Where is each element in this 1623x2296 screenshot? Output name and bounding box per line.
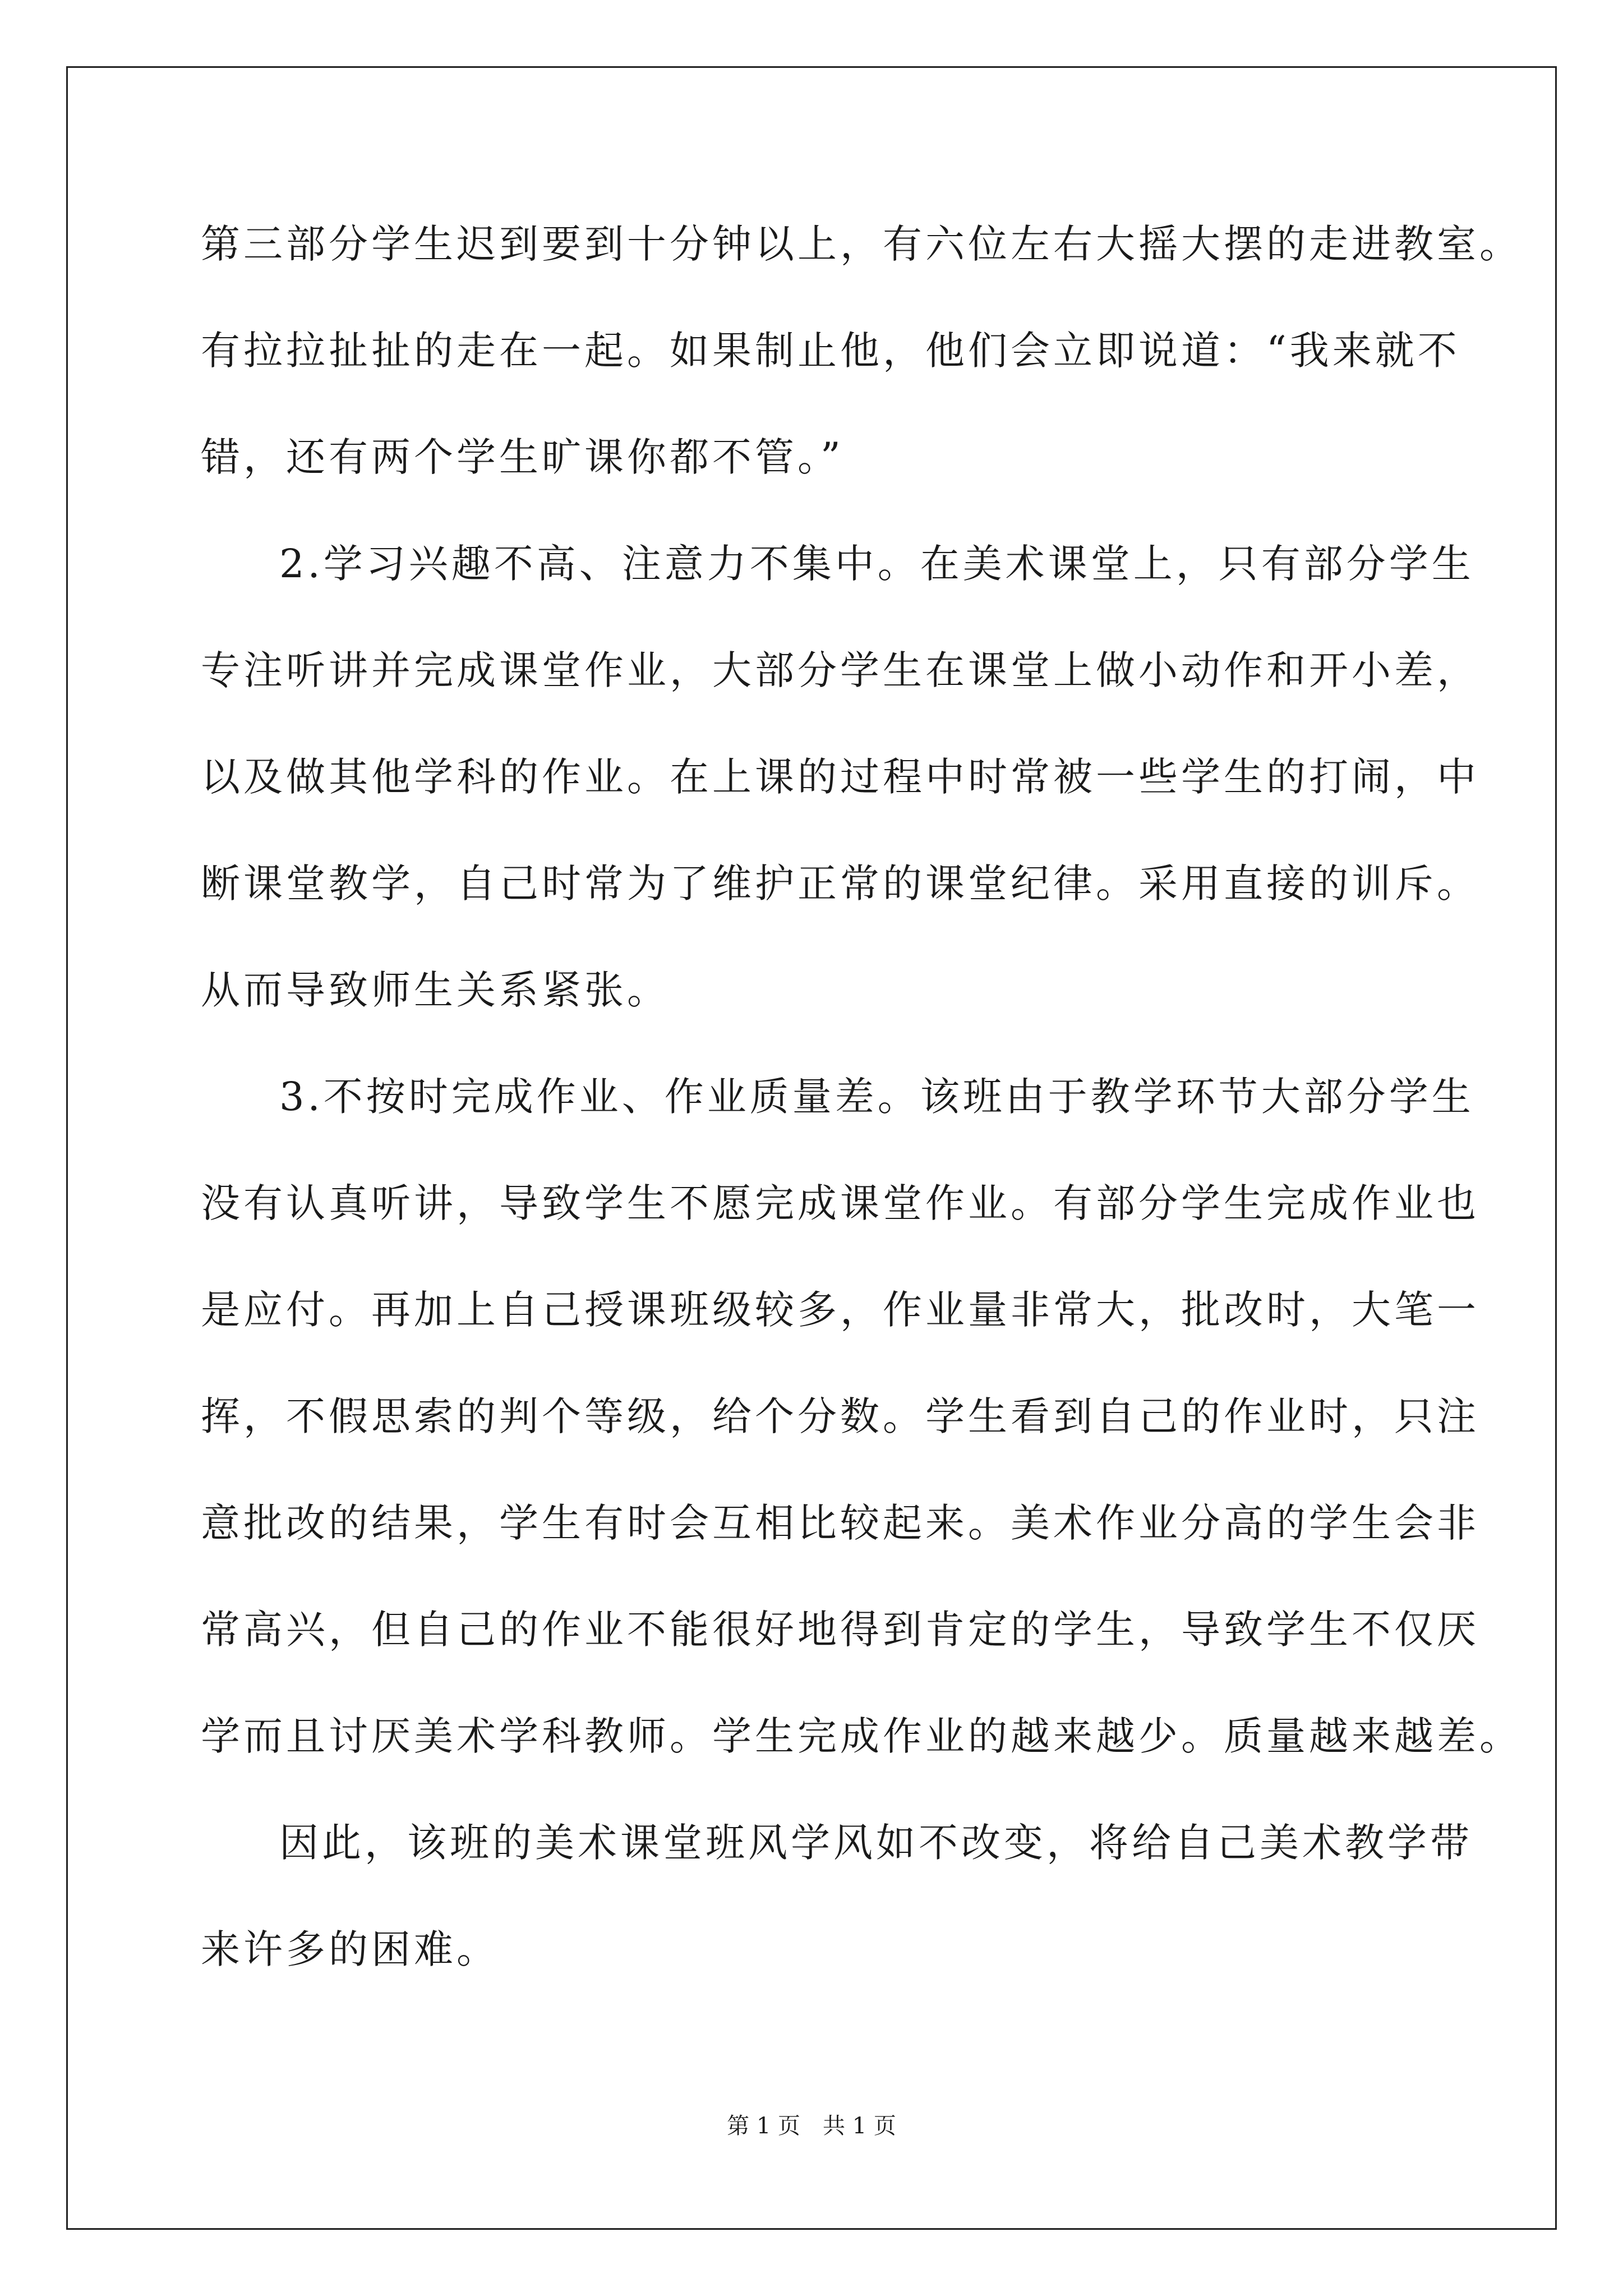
text-line: 有拉拉扯扯的走在一起。如果制止他，他们会立即说道：“我来就不 bbox=[201, 328, 1460, 374]
text-line: 第三部分学生迟到要到十分钟以上，有六位左右大摇大摆的走进教室。 bbox=[201, 221, 1522, 267]
paragraph-start-line: 因此，该班的美术课堂班风学风如不改变，将给自己美术教学带 bbox=[279, 1820, 1473, 1866]
text-line: 没有认真听讲，导致学生不愿完成课堂作业。有部分学生完成作业也 bbox=[201, 1180, 1479, 1226]
text-line: 是应付。再加上自己授课班级较多，作业量非常大，批改时，大笔一 bbox=[201, 1287, 1479, 1333]
paragraph-start-line: 3.不按时完成作业、作业质量差。该班由于教学环节大部分学生 bbox=[279, 1074, 1474, 1120]
text-line: 专注听讲并完成课堂作业，大部分学生在课堂上做小动作和开小差， bbox=[201, 647, 1479, 693]
text-line: 意批改的结果，学生有时会互相比较起来。美术作业分高的学生会非 bbox=[201, 1500, 1479, 1546]
text-line: 错，还有两个学生旷课你都不管。” bbox=[201, 434, 844, 480]
paragraph-start-line: 2.学习兴趣不高、注意力不集中。在美术课堂上，只有部分学生 bbox=[279, 541, 1474, 587]
text-line: 学而且讨厌美术学科教师。学生完成作业的越来越少。质量越来越差。 bbox=[201, 1713, 1522, 1759]
text-line: 断课堂教学，自己时常为了维护正常的课堂纪律。采用直接的训斥。 bbox=[201, 861, 1479, 907]
text-line: 来许多的困难。 bbox=[201, 1926, 499, 1972]
text-line: 以及做其他学科的作业。在上课的过程中时常被一些学生的打闹，中 bbox=[201, 754, 1479, 800]
text-line: 常高兴，但自己的作业不能很好地得到肯定的学生，导致学生不仅厌 bbox=[201, 1607, 1479, 1653]
page-number-footer: 第 1 页 共 1 页 bbox=[727, 2113, 896, 2139]
text-line: 挥，不假思索的判个等级，给个分数。学生看到自己的作业时，只注 bbox=[201, 1393, 1479, 1439]
text-line: 从而导致师生关系紧张。 bbox=[201, 967, 670, 1013]
document-body bbox=[201, 216, 1522, 2028]
